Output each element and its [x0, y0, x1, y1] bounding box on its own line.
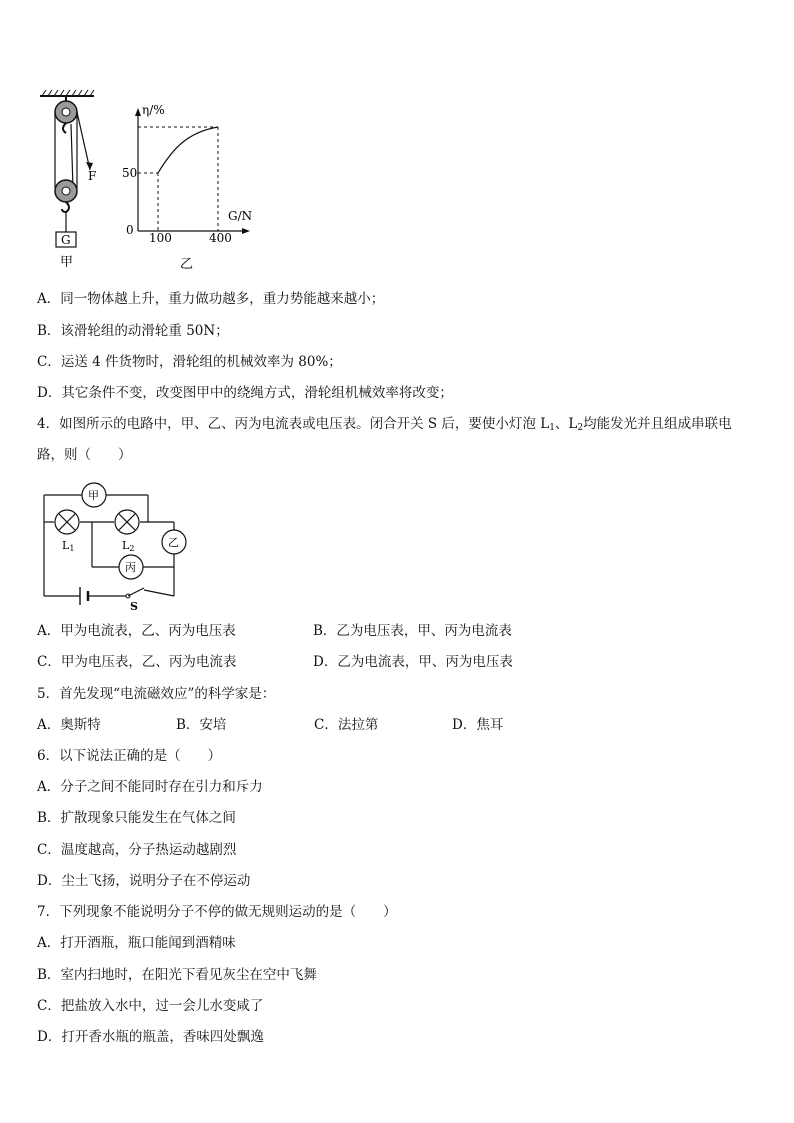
meter-jia: 甲	[88, 489, 99, 502]
origin-label: 0	[126, 223, 134, 237]
q6-stem: 6．以下说法正确的是（ ）	[37, 748, 222, 764]
q4-option-c: C．甲为电压表，乙、丙为电流表	[37, 654, 237, 670]
meter-bing: 丙	[125, 561, 136, 574]
q5-option-d: D．焦耳	[452, 717, 504, 733]
q3-option-d: D．其它条件不变，改变图甲中的绕绳方式，滑轮组机械效率将改变；	[37, 385, 453, 401]
pulley-figure	[36, 88, 106, 273]
q6-option-b: B．扩散现象只能发生在气体之间	[37, 810, 236, 826]
q4-option-d: D．乙为电流表，甲、丙为电压表	[313, 654, 513, 670]
q4-option-a: A．甲为电流表，乙、丙为电压表	[37, 623, 236, 639]
efficiency-graph	[118, 98, 258, 273]
q6-option-d: D．尘土飞扬，说明分子在不停运动	[37, 873, 251, 889]
y-axis-label: η/%	[142, 103, 165, 117]
q4-option-b: B．乙为电压表，甲、丙为电流表	[313, 623, 512, 639]
y-tick-50: 50	[122, 166, 138, 180]
weight-label: G	[61, 233, 71, 247]
lamp1-label: L1	[62, 539, 75, 553]
q5-option-a: A．奥斯特	[37, 717, 101, 733]
q3-option-b: B．该滑轮组的动滑轮重 50N；	[37, 323, 229, 339]
force-label: F	[88, 169, 97, 183]
q6-option-a: A．分子之间不能同时存在引力和斥力	[37, 779, 263, 795]
q5-stem: 5．首先发现“电流磁效应”的科学家是：	[37, 686, 276, 702]
q6-option-c: C．温度越高，分子热运动越剧烈	[37, 842, 237, 858]
q7-option-c: C．把盐放入水中，过一会儿水变咸了	[37, 998, 264, 1014]
q3-option-c: C．运送 4 件货物时，滑轮组的机械效率为 80%；	[37, 354, 342, 370]
figure-caption-jia: 甲	[60, 255, 74, 270]
q5-option-b: B．安培	[176, 717, 227, 733]
lamp2-label: L2	[122, 539, 135, 553]
q3-option-a: A．同一物体越上升，重力做功越多，重力势能越来越小；	[37, 291, 385, 307]
q4-stem-line1: 4．如图所示的电路中，甲、乙、丙为电流表或电压表。闭合开关 S 后，要使小灯泡 $L_1$、$L_2$均能发光并且组成串联电	[37, 416, 732, 433]
q7-option-d: D．打开香水瓶的瓶盖，香味四处飘逸	[37, 1029, 264, 1045]
q7-option-a: A．打开酒瓶，瓶口能闻到酒精味	[37, 935, 236, 951]
figure-caption-yi: 乙	[180, 257, 194, 272]
switch-label: S	[130, 600, 138, 613]
meter-yi: 乙	[168, 536, 179, 549]
q4-stem-line2: 路，则（ ）	[37, 447, 132, 463]
q5-option-c: C．法拉第	[314, 717, 379, 733]
x-tick-400: 400	[209, 231, 232, 245]
q7-stem: 7．下列现象不能说明分子不停的做无规则运动的是（ ）	[37, 904, 397, 920]
circuit-diagram	[36, 476, 196, 616]
x-tick-100: 100	[149, 231, 172, 245]
x-axis-label: G/N	[228, 209, 253, 223]
q7-option-b: B．室内扫地时，在阳光下看见灰尘在空中飞舞	[37, 967, 317, 983]
